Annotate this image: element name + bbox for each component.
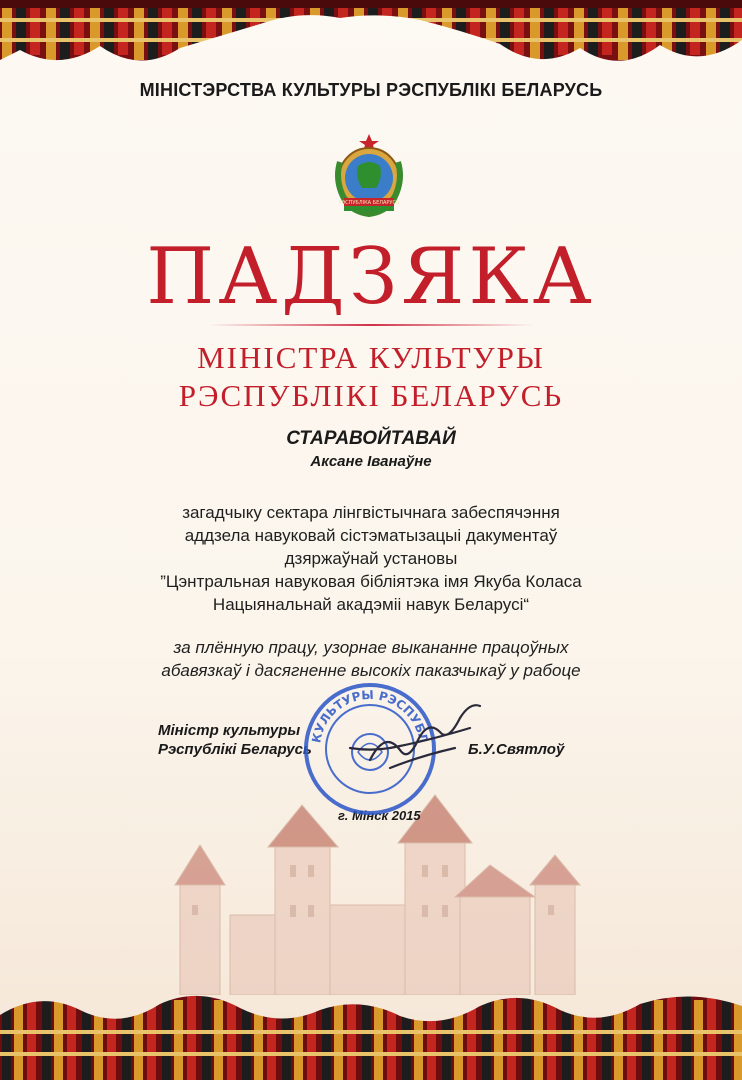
recipient-name-patronymic: Аксане Іванаўне (310, 453, 432, 470)
signatory-title-line-1: Міністр культуры (158, 722, 301, 739)
svg-text:РЭСПУБЛІКА БЕЛАРУСЬ: РЭСПУБЛІКА БЕЛАРУСЬ (338, 200, 400, 206)
ministry-header: МІНІСТЭРСТВА КУЛЬТУРЫ РЭСПУБЛІКІ БЕЛАРУСЬ (139, 80, 603, 100)
reason-line: абавязкаў і дасягненне высокіх паказчыкаў у рабоце (161, 661, 581, 680)
position-line: Нацыянальнай акадэміі навук Беларусі“ (212, 595, 530, 614)
position-line: ”Цэнтральная навуковая бібліятэка імя Якуба Коласа (160, 572, 582, 591)
subtitle-line-2: РЭСПУБЛІКІ БЕЛАРУСЬ (178, 378, 564, 413)
state-emblem-icon (328, 132, 410, 218)
stamp-text: КУЛЬТУРЫ РЭСПУБЛ (309, 687, 431, 745)
top-ornament-fringe (0, 0, 742, 75)
position-line: аддзела навуковай сістэматызацыі дакументаў (184, 526, 558, 545)
signatory-name: Б.У.Святлоў (468, 741, 565, 758)
certificate-title: ПАДЗЯКА (146, 232, 596, 322)
subtitle-line-1: МІНІСТРА КУЛЬТУРЫ (197, 340, 545, 375)
title-divider (208, 324, 534, 326)
place-date: г. Мінск 2015 (338, 808, 421, 823)
handwritten-signature (330, 690, 490, 790)
position-line: загадчыку сектара лінгвістычнага забеспячэння (182, 503, 560, 522)
signatory-title-line-2: Рэспублікі Беларусь (158, 741, 312, 758)
reason-line: за плённую працу, узорнае выкананне працоўных (173, 638, 569, 657)
bottom-ornament-fringe (0, 980, 742, 1080)
recipient-surname: СТАРАВОЙТАВАЙ (286, 428, 456, 449)
position-line: дзяржаўнай установы (284, 549, 458, 568)
